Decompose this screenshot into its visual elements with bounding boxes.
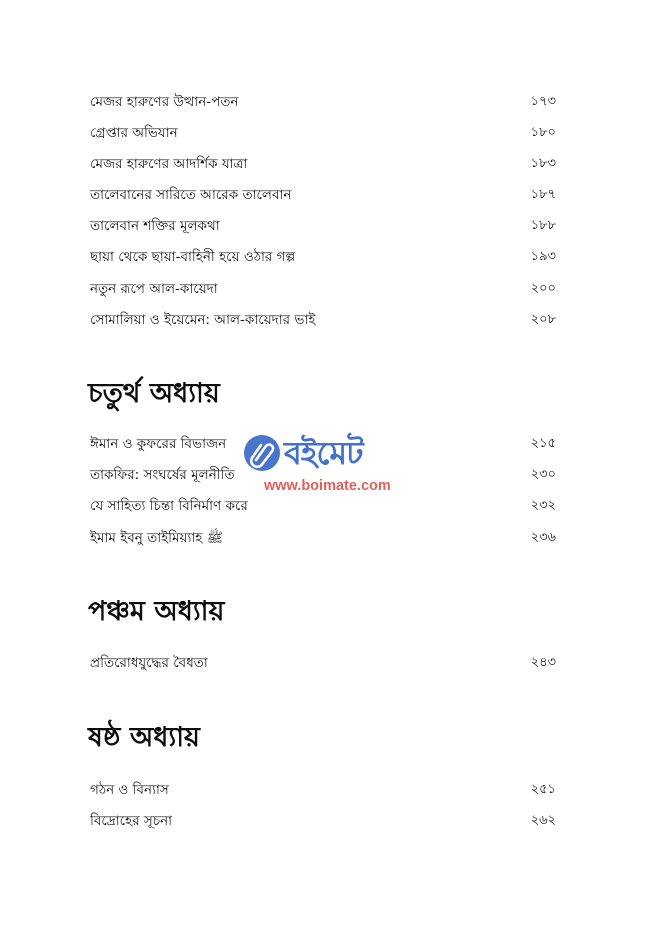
toc-entry-page: ১৮৭ (530, 187, 556, 202)
toc-entry-title: যে সাহিত্য চিন্তা বিনির্মাণ করে (90, 498, 248, 514)
toc-entry-title: গঠন ও বিন্যাস (90, 782, 169, 798)
toc-entry-page: ১৮৩ (530, 156, 556, 171)
toc-entry-title: গ্রেপ্তার অভিযান (90, 125, 178, 141)
toc-entry-page: ২০৮ (530, 312, 556, 327)
toc-entry-title: নতুন রূপে আল-কায়েদা (90, 281, 218, 297)
toc-entry (90, 779, 556, 801)
toc-entry-title: তাকফির: সংঘর্ষের মূলনীতি (90, 467, 235, 483)
toc-entry-title: মেজর হারুণের উত্থান-পতন (90, 94, 239, 110)
toc-entry (90, 91, 556, 113)
toc-entry-title: মেজর হারুণের আদর্শিক যাত্রা (90, 156, 248, 172)
toc-entry-title: তালেবানের সারিতে আরেক তালেবান (90, 187, 292, 203)
toc-entry-title: তালেবান শক্তির মূলকথা (90, 218, 220, 234)
toc-entry-page: ২১৫ (530, 436, 556, 451)
toc-entry-title: ইমাম ইবনু তাইমিয়্যাহ ﷺ (90, 530, 224, 546)
paperclip-icon (242, 433, 282, 473)
watermark-brand: বইমেট (284, 434, 363, 472)
watermark-url: www.boimate.com (264, 478, 391, 494)
chapter-heading: পঞ্চম অধ্যায় (88, 596, 225, 627)
watermark-logo (242, 430, 363, 476)
toc-entry-page: ২৩৬ (530, 530, 556, 545)
toc-entry (90, 184, 556, 206)
toc-entry-page: ২৩০ (530, 467, 556, 482)
toc-entry-page: ১৭৩ (530, 94, 556, 109)
toc-entry (90, 309, 556, 331)
toc-entry (90, 122, 556, 144)
toc-entry (90, 246, 556, 268)
toc-entry-title: প্রতিরোধযুদ্ধের বৈধতা (90, 655, 208, 671)
toc-entry (90, 215, 556, 237)
toc-entry-page: ২৪৩ (530, 655, 556, 670)
toc-entry (90, 810, 556, 832)
toc-entry-page: ১৯৩ (530, 249, 556, 264)
toc-entry-page: ১৮০ (530, 125, 556, 140)
toc-entry (90, 278, 556, 300)
toc-entry (90, 153, 556, 175)
watermark (242, 430, 417, 502)
toc-entry-title: ঈমান ও কুফরের বিভাজন (90, 436, 227, 452)
toc-entry-title: বিদ্রোহের সূচনা (90, 813, 173, 829)
toc-entry-page: ১৮৮ (530, 218, 556, 233)
toc-entry-title: ছায়া থেকে ছায়া-বাহিনী হয়ে ওঠার গল্প (90, 249, 296, 265)
toc-entry (90, 527, 556, 549)
toc-entry-title: সোমালিয়া ও ইয়েমেন: আল-কায়েদার ভাই (90, 312, 316, 328)
chapter-heading: চতুর্থ অধ্যায় (88, 378, 220, 409)
toc-entry-page: ২০০ (530, 281, 556, 296)
chapter-heading: ষষ্ঠ অধ্যায় (88, 722, 200, 753)
toc-entry-page: ২৫১ (530, 782, 556, 797)
toc-entry (90, 652, 556, 674)
toc-entry-page: ২৬২ (530, 813, 556, 828)
toc-entry-page: ২৩২ (530, 498, 556, 513)
